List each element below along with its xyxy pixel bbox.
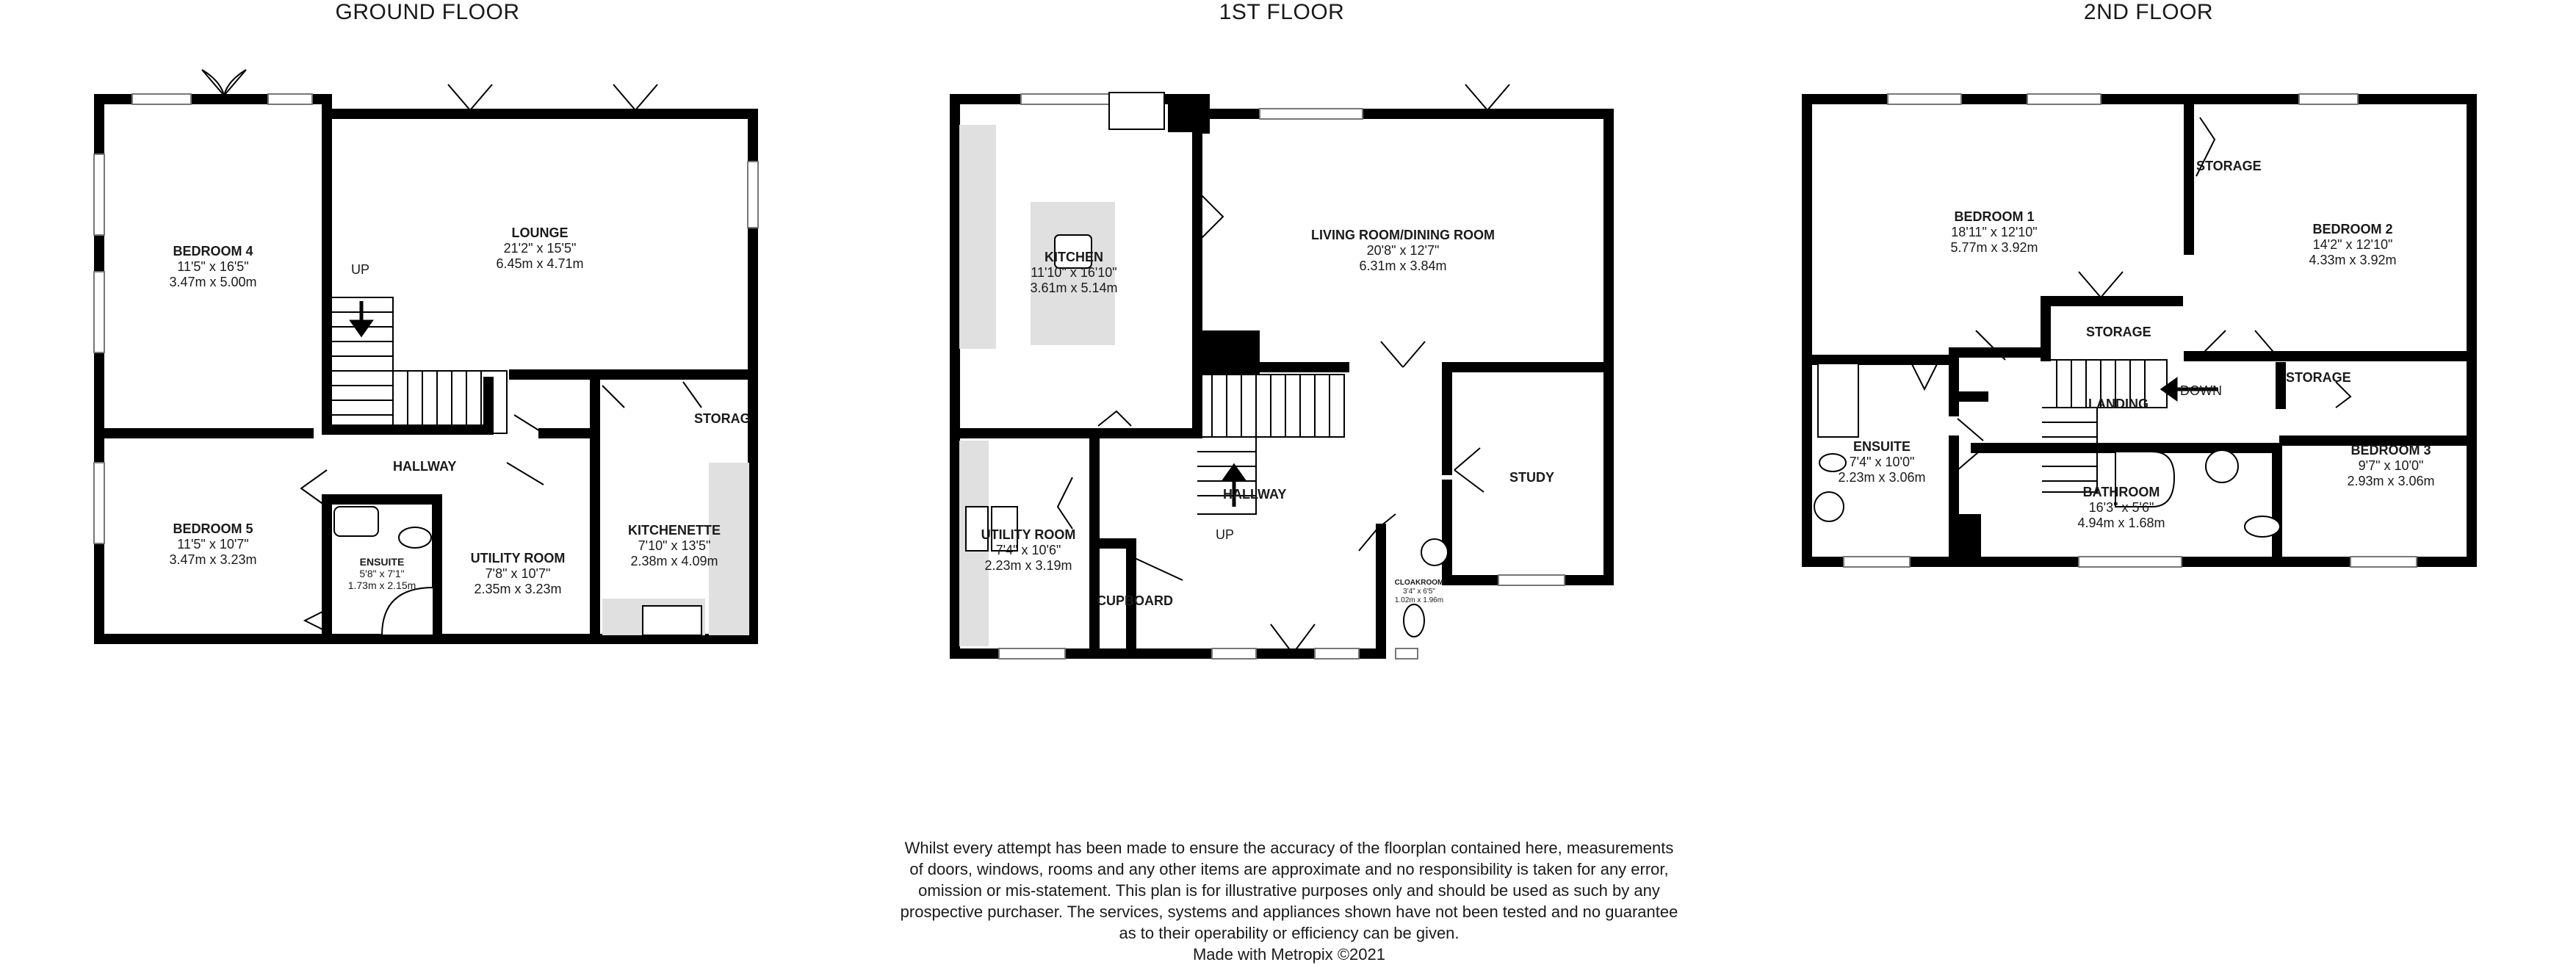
- disclaimer-line: as to their operability or efficiency can be given.: [1119, 924, 1460, 942]
- room-utility-ground: UTILITY ROOM 7'8" x 10'7" 2.35m x 3.23m: [470, 551, 566, 596]
- room-kitchen: KITCHEN 11'10" x 16'10" 3.61m x 5.14m: [1030, 250, 1118, 295]
- room-bedroom-1: BEDROOM 1 18'11" x 12'10" 5.77m x 3.92m: [1950, 209, 2038, 255]
- room-utility-first: UTILITY ROOM 7'4" x 10'6" 2.23m x 3.19m: [981, 527, 1076, 573]
- ground-floor-title: GROUND FLOOR: [335, 0, 520, 24]
- room-storage-small-bedroom3: STORAGE: [2286, 370, 2351, 385]
- room-hallway-first: HALLWAY: [1223, 487, 1287, 502]
- room-kitchenette: KITCHENETTE 7'10" x 13'5" 2.38m x 4.09m: [628, 523, 721, 568]
- disclaimer-line: prospective purchaser. The services, systems and appliances shown have not been tested and no guarantee: [900, 903, 1678, 921]
- stairs-up-label-first: UP: [1216, 527, 1235, 542]
- first-floor-title: 1ST FLOOR: [1219, 0, 1345, 24]
- room-storage-ground: STORAG: [694, 411, 751, 426]
- room-study: STUDY: [1509, 470, 1555, 485]
- room-hallway-ground: HALLWAY: [393, 459, 457, 474]
- room-cloakroom: CLOAKROOM 3'4" x 6'5" 1.02m x 1.96m: [1394, 579, 1444, 604]
- disclaimer-line: omission or mis-statement. This plan is for illustrative purposes only and should be used as such by any: [918, 881, 1660, 900]
- room-storage-landing: STORAGE: [2086, 325, 2151, 339]
- room-cupboard: CUPBOARD: [1097, 593, 1174, 608]
- disclaimer-line: of doors, windows, rooms and any other items are approximate and no responsibility is taken for any error,: [909, 860, 1669, 878]
- room-bedroom-2: BEDROOM 2 14'2" x 12'10" 4.33m x 3.92m: [2309, 222, 2397, 267]
- room-bedroom-5: BEDROOM 5 11'5" x 10'7" 3.47m x 3.23m: [169, 521, 257, 567]
- room-storage-small-top: STORAGE: [2196, 159, 2262, 173]
- disclaimer-credit: Made with Metropix ©2021: [1192, 945, 1385, 964]
- room-lounge: LOUNGE 21'2" x 15'5" 6.45m x 4.71m: [496, 225, 584, 271]
- disclaimer-line: Whilst every attempt has been made to ensure the accuracy of the floorplan contained here, measurements: [904, 839, 1674, 857]
- chimney-blocks: [1168, 99, 1981, 562]
- room-landing: LANDING: [2088, 397, 2149, 411]
- stairs-down-label: DOWN: [2180, 383, 2222, 398]
- disclaimer-text: [852, 837, 1726, 965]
- second-floor-title: 2ND FLOOR: [2083, 0, 2214, 24]
- room-bathroom: BATHROOM 16'3" x 5'6" 4.94m x 1.68m: [2077, 485, 2165, 530]
- room-bedroom-4: BEDROOM 4 11'5" x 16'5" 3.47m x 5.00m: [169, 244, 257, 289]
- room-living-dining: LIVING ROOM/DINING ROOM 20'8" x 12'7" 6.31m x 3.84m: [1311, 228, 1495, 273]
- room-bedroom-3: BEDROOM 3 9'7" x 10'0" 2.93m x 3.06m: [2347, 443, 2435, 488]
- room-ensuite-ground: ENSUITE 5'8" x 7'1" 1.73m x 2.15m: [347, 556, 416, 591]
- stairs-up-label-ground: UP: [351, 262, 370, 277]
- room-ensuite-second: ENSUITE 7'4" x 10'0" 2.23m x 3.06m: [1838, 439, 1926, 485]
